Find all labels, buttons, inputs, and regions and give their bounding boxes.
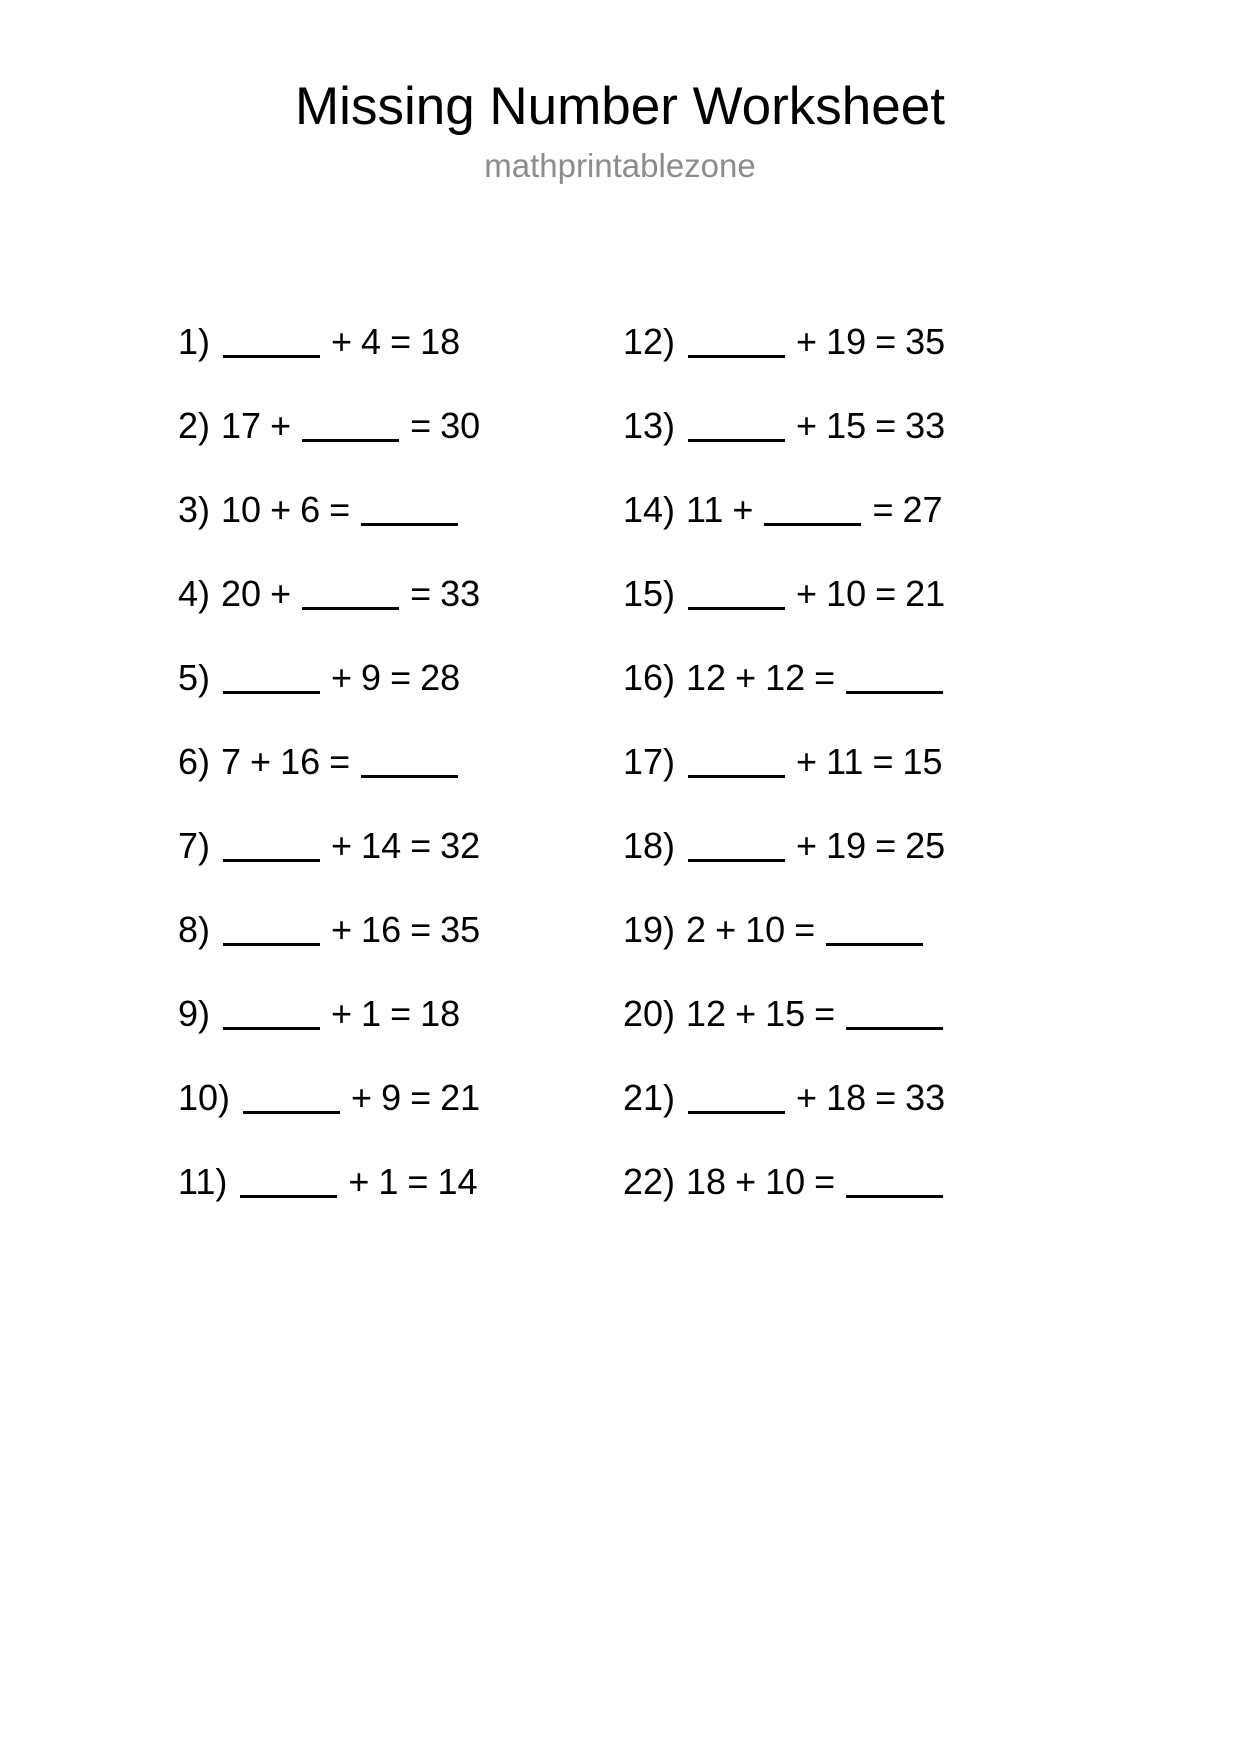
problem-row [623,468,1083,552]
problem-number: 9) [178,993,211,1034]
problem-term: 9 [381,1077,402,1118]
plus-operator: + [732,489,754,530]
problem-term: 12 [686,657,727,698]
answer-blank[interactable] [302,579,399,610]
equals-operator: = [329,489,351,530]
problem-term: 18 [420,321,461,362]
problem-term: 15 [826,405,867,446]
problem-term: 30 [440,405,481,446]
answer-blank[interactable] [826,915,923,946]
equals-operator: = [390,321,412,362]
equals-operator: = [814,1161,836,1202]
problem-term: 18 [420,993,461,1034]
equals-operator: = [794,909,816,950]
answer-blank[interactable] [361,495,458,526]
problem-row [178,468,623,552]
plus-operator: + [331,993,353,1034]
plus-operator: + [270,489,292,530]
problem-term: 20 [221,573,262,614]
problem-term: 32 [440,825,481,866]
equals-operator: = [872,741,894,782]
problem-row [623,384,1083,468]
problem-row [623,804,1083,888]
problem-number: 21) [623,1077,676,1118]
equals-operator: = [872,489,894,530]
equals-operator: = [814,993,836,1034]
problem-row [178,384,623,468]
plus-operator: + [796,573,818,614]
answer-blank[interactable] [846,1167,943,1198]
plus-operator: + [270,405,292,446]
plus-operator: + [715,909,737,950]
answer-blank[interactable] [688,411,785,442]
answer-blank[interactable] [361,747,458,778]
equals-operator: = [814,657,836,698]
problem-row [178,636,623,720]
problem-number: 2) [178,405,211,446]
equals-operator: = [407,1161,429,1202]
problem-term: 18 [686,1161,727,1202]
problem-row [178,552,623,636]
problem-term: 10 [221,489,262,530]
page-subtitle: mathprintablezone [484,147,756,185]
equals-operator: = [410,573,432,614]
problem-term: 6 [300,489,321,530]
problem-number: 19) [623,909,676,950]
problem-term: 33 [905,1077,946,1118]
left-column [178,300,623,1224]
problem-row [623,1140,1083,1224]
plus-operator: + [270,573,292,614]
problem-number: 17) [623,741,676,782]
problem-term: 11 [826,741,864,782]
plus-operator: + [331,657,353,698]
problem-term: 2 [686,909,707,950]
plus-operator: + [331,321,353,362]
answer-blank[interactable] [240,1167,337,1198]
problem-row [178,888,623,972]
right-column [623,300,1083,1224]
equals-operator: = [410,909,432,950]
problem-row [623,636,1083,720]
equals-operator: = [410,1077,432,1118]
problem-number: 5) [178,657,211,698]
problem-row [178,1140,623,1224]
problem-number: 11) [178,1161,228,1202]
problem-term: 25 [905,825,946,866]
problem-row [623,552,1083,636]
problem-term: 10 [745,909,786,950]
plus-operator: + [796,1077,818,1118]
problem-term: 12 [686,993,727,1034]
problem-term: 16 [361,909,402,950]
problem-number: 8) [178,909,211,950]
problem-term: 12 [765,657,806,698]
equals-operator: = [875,321,897,362]
problem-term: 35 [905,321,946,362]
problem-number: 22) [623,1161,676,1202]
answer-blank[interactable] [688,831,785,862]
answer-blank[interactable] [688,579,785,610]
plus-operator: + [250,741,272,782]
problem-row [178,972,623,1056]
problem-number: 18) [623,825,676,866]
answer-blank[interactable] [688,327,785,358]
answer-blank[interactable] [223,915,320,946]
problem-term: 11 [686,489,724,530]
plus-operator: + [331,825,353,866]
problem-term: 15 [902,741,943,782]
plus-operator: + [796,321,818,362]
problem-number: 6) [178,741,211,782]
problem-row [178,300,623,384]
answer-blank[interactable] [764,495,861,526]
equals-operator: = [410,825,432,866]
plus-operator: + [796,405,818,446]
problem-term: 15 [765,993,806,1034]
answer-blank[interactable] [846,663,943,694]
problem-term: 18 [826,1077,867,1118]
problem-term: 1 [361,993,382,1034]
problem-term: 10 [765,1161,806,1202]
plus-operator: + [796,825,818,866]
problem-number: 13) [623,405,676,446]
problem-number: 12) [623,321,676,362]
plus-operator: + [735,1161,757,1202]
answer-blank[interactable] [223,999,320,1030]
problem-number: 4) [178,573,211,614]
plus-operator: + [331,909,353,950]
plus-operator: + [348,1161,370,1202]
answer-blank[interactable] [302,411,399,442]
problem-term: 10 [826,573,867,614]
problem-number: 16) [623,657,676,698]
problem-row [623,888,1083,972]
problem-term: 19 [826,825,867,866]
answer-blank[interactable] [688,1083,785,1114]
problem-term: 21 [440,1077,481,1118]
equals-operator: = [390,993,412,1034]
equals-operator: = [329,741,351,782]
problem-number: 3) [178,489,211,530]
answer-blank[interactable] [223,327,320,358]
problem-term: 9 [361,657,382,698]
equals-operator: = [875,405,897,446]
problem-columns [0,300,1240,1224]
answer-blank[interactable] [846,999,943,1030]
problem-term: 4 [361,321,382,362]
answer-blank[interactable] [688,747,785,778]
plus-operator: + [735,657,757,698]
plus-operator: + [735,993,757,1034]
problem-row [178,804,623,888]
problem-number: 7) [178,825,211,866]
equals-operator: = [875,1077,897,1118]
equals-operator: = [390,657,412,698]
problem-term: 14 [437,1161,478,1202]
plus-operator: + [796,741,818,782]
problem-term: 17 [221,405,262,446]
plus-operator: + [351,1077,373,1118]
answer-blank[interactable] [223,831,320,862]
problems-area [0,300,1240,1224]
problem-number: 14) [623,489,676,530]
problem-number: 15) [623,573,676,614]
problem-term: 1 [378,1161,399,1202]
answer-blank[interactable] [243,1083,340,1114]
problem-number: 1) [178,321,211,362]
problem-row [623,1056,1083,1140]
problem-term: 7 [221,741,242,782]
problem-row [178,1056,623,1140]
problem-row [623,720,1083,804]
problem-row [623,300,1083,384]
equals-operator: = [875,573,897,614]
problem-term: 14 [361,825,402,866]
problem-term: 35 [440,909,481,950]
equals-operator: = [410,405,432,446]
problem-row [623,972,1083,1056]
problem-term: 19 [826,321,867,362]
problem-number: 20) [623,993,676,1034]
answer-blank[interactable] [223,663,320,694]
page-title: Missing Number Worksheet [295,77,945,136]
problem-term: 16 [280,741,321,782]
problem-term: 33 [440,573,481,614]
problem-term: 21 [905,573,946,614]
worksheet-header [0,0,1240,185]
problem-row [178,720,623,804]
problem-term: 33 [905,405,946,446]
problem-term: 28 [420,657,461,698]
equals-operator: = [875,825,897,866]
problem-term: 27 [902,489,943,530]
problem-number: 10) [178,1077,231,1118]
